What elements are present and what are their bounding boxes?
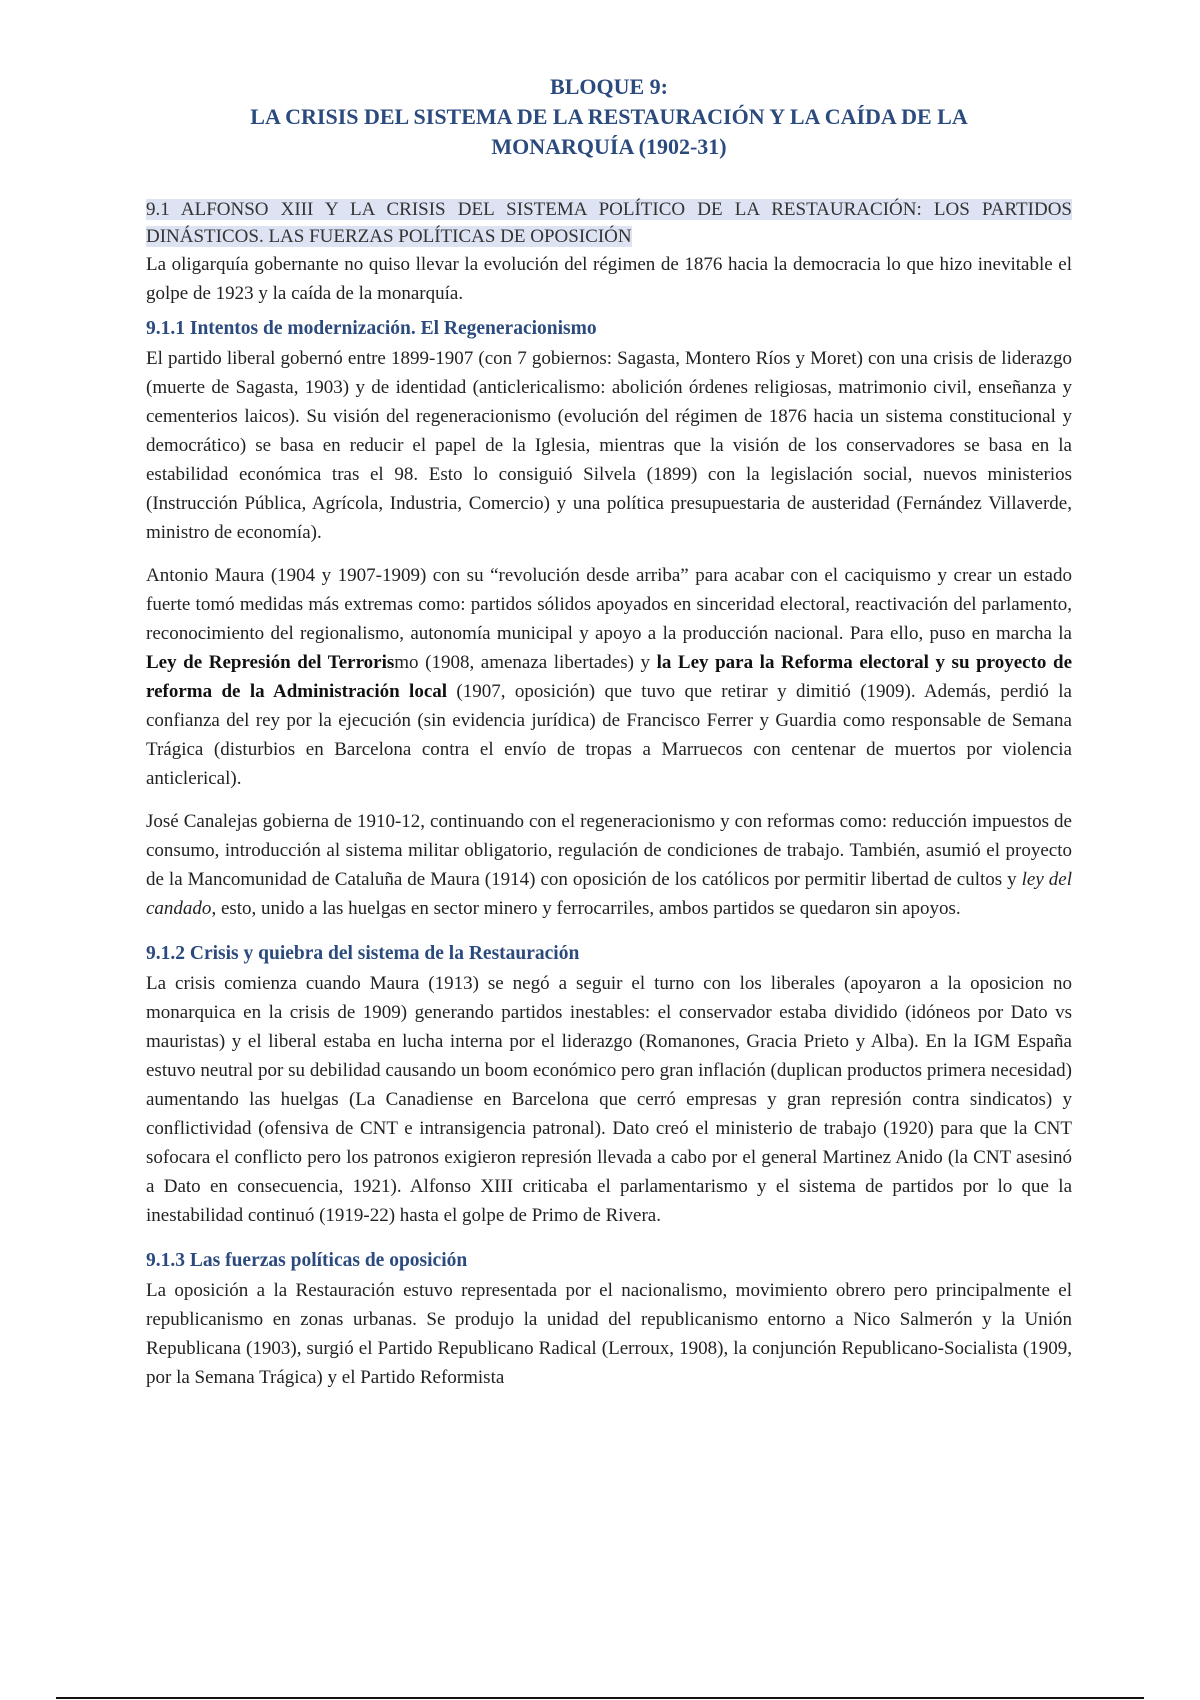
subsection-2-paragraph-1: La crisis comienza cuando Maura (1913) se negó a seguir el turno con los liberales (apoyaron a la oposicion no monarquica en la crisis de 1909) generando partidos inestables: el conservador estaba dividido (idóneos por Dato vs mauristas) y el liberal estaba en lucha interna por el liderazgo (Romanones, Gracia Prieto y Alba). En la IGM España estuvo neutral por su debilidad causando un boom económico pero gran inflación (duplican productos primera necesidad) aumentando las huelgas (La Canadiense en Barcelona que cerró empresas y gran represión contra sindicatos) y conflictividad (ofensiva de CNT e intransigencia patronal). Dato creó el ministerio de trabajo (1920) para que la CNT sofocara el conflicto pero los patronos exigieron represión llevada a cabo por el general Martinez Anido (la CNT asesinó a Dato en consecuencia, 1921). Alfonso XIII criticaba el parlamentarismo y el sistema de partidos por lo que la inestabilidad continuó (1919-22) hasta el golpe de Primo de Rivera. [146,973,1072,1226]
subsection-1-paragraph-1: El partido liberal gobernó entre 1899-1907 (con 7 gobiernos: Sagasta, Montero Ríos y Moret) con una crisis de liderazgo (muerte de Sagasta, 1903) y de identidad (anticlericalismo: abolición órdenes religiosas, matrimonio civil, enseñanza y cementerios laicos). Su visión del regeneracionismo (evolución del régimen de 1876 hacia un sistema constitucional y democrático) se basa en reducir el papel de la Iglesia, mientras que la visión de los conservadores se basa en la estabilidad económica tras el 98. Esto lo consiguió Silvela (1899) con la legislación social, nuevos ministerios (Instrucción Pública, Agrícola, Industria, Comercio) y una política presupuestaria de austeridad (Fernández Villaverde, ministro de economía). [146,348,1072,543]
subsection-1-paragraph-3: José Canalejas gobierna de 1910-12, continuando con el regeneracionismo y con reformas como: reducción impuestos de consumo, introducción al sistema militar obligatorio, regulación de condiciones de trabajo. También, asumió el proyecto de la Mancomunidad de Cataluña de Maura (1914) con oposición de los católicos por permitir libertad de cultos y ley del candado, esto, unido a las huelgas en sector minero y ferrocarriles, ambos partidos se quedaron sin apoyos. [146,811,1073,919]
document-body [146,196,1072,1392]
document-title [146,72,1072,162]
bold-ley-represion: Ley de Represión del Terroris [146,652,395,673]
subsection-heading-1: 9.1.1 Intentos de modernización. El Regeneracionismo [146,318,597,339]
section-intro: La oligarquía gobernante no quiso llevar la evolución del régimen de 1876 hacia la democracia lo que hizo inevitable el golpe de 1923 y la caída de la monarquía. [146,254,1072,304]
subsection-1-paragraph-2: Antonio Maura (1904 y 1907-1909) con su “revolución desde arriba” para acabar con el caciquismo y crear un estado fuerte tomó medidas más extremas como: partidos sólidos apoyados en sinceridad electoral, reactivación del parlamento, reconocimiento del regionalismo, autonomía municipal y apoyo a la producción nacional. Para ello, puso en marcha la Ley de Represión del Terrorismo (1908, amenaza libertades) y la Ley para la Reforma electoral y su proyecto de reforma de la Administración local (1907, oposición) que tuvo que retirar y dimitió (1909). Además, perdió la confianza del rey por la ejecución (sin evidencia jurídica) de Francisco Ferrer y Guardia como responsable de Semana Trágica (disturbios en Barcelona contra el envío de tropas a Marruecos con centenar de muertos por violencia anticlerical). [146,565,1072,789]
section-heading[interactable]: 9.1 ALFONSO XIII Y LA CRISIS DEL SISTEMA POLÍTICO DE LA RESTAURACIÓN: LOS PARTIDOS DINÁSTICOS. LAS FUERZAS POLÍTICAS DE OPOSICIÓN [146,199,1072,247]
italic-ley-candado: ley del candado [146,869,1073,919]
subsection-heading-3: 9.1.3 Las fuerzas políticas de oposición [146,1250,468,1271]
subsection-3-paragraph-1: La oposición a la Restauración estuvo representada por el nacionalismo, movimiento obrero pero principalmente el republicanismo en zonas urbanas. Se produjo la unidad del republicanismo entorno a Nico Salmerón y la Unión Republicana (1903), surgió el Partido Republicano Radical (Lerroux, 1908), la conjunción Republicano-Socialista (1909, por la Semana Trágica) y el Partido Reformista [146,1280,1072,1388]
title-line-2: LA CRISIS DEL SISTEMA DE LA RESTAURACIÓN Y LA CAÍDA DE LA [250,104,968,129]
page-bottom-rule [56,1697,1144,1699]
title-line-3: MONARQUÍA (1902-31) [491,134,727,159]
subsection-heading-2: 9.1.2 Crisis y quiebra del sistema de la Restauración [146,943,580,964]
title-line-1: BLOQUE 9: [550,74,668,99]
bold-ley-reforma: la Ley para la Reforma electoral y su proyecto de reforma de la Administración local [146,652,1072,702]
